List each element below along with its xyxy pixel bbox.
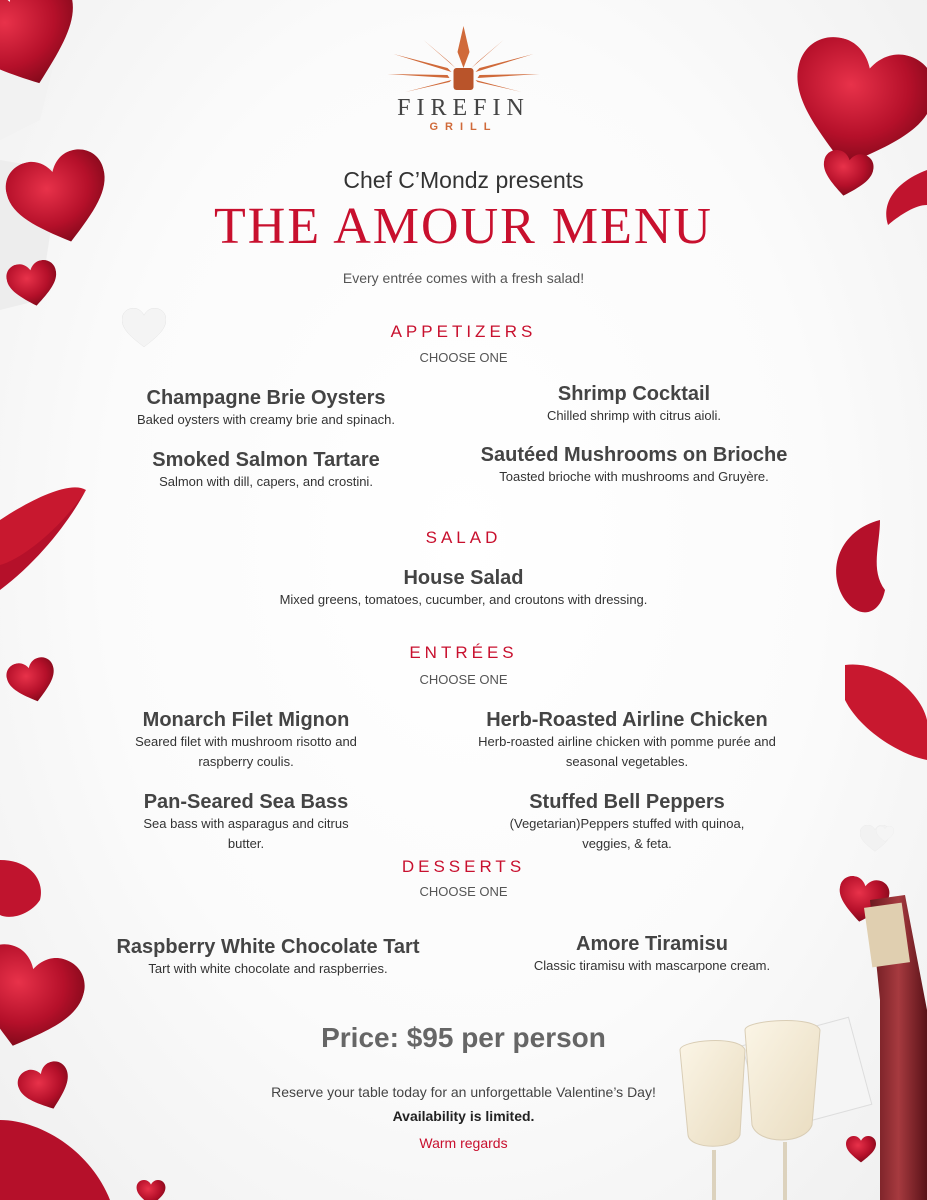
section-title-entrees: ENTRÉES: [409, 643, 518, 662]
item-name: Pan-Seared Sea Bass: [143, 791, 349, 813]
availability-line: Availability is limited.: [392, 1108, 535, 1124]
item-desc: (Vegetarian)Peppers stuffed with quinoa,: [509, 816, 745, 831]
item-name: Sautéed Mushrooms on Brioche: [480, 444, 788, 466]
section-note-appetizers: CHOOSE ONE: [419, 350, 508, 365]
item-desc: Tart with white chocolate and raspberries.: [148, 961, 388, 976]
item-desc: butter.: [227, 836, 265, 851]
menu-item: [56, 790, 436, 854]
menu-item: [78, 935, 458, 979]
menu-subtitle: Every entrée comes with a fresh salad!: [342, 270, 585, 286]
item-name: Champagne Brie Oysters: [146, 387, 386, 409]
item-desc: Baked oysters with creamy brie and spinach.: [137, 412, 395, 427]
item-name: Stuffed Bell Peppers: [529, 791, 725, 813]
menu-item: [432, 790, 822, 854]
item-desc: Classic tiramisu with mascarpone cream.: [533, 958, 771, 973]
item-desc: Chilled shrimp with citrus aioli.: [546, 408, 722, 423]
price-line: Price: $95 per person: [321, 1022, 606, 1053]
item-desc: Mixed greens, tomatoes, cucumber, and croutons with dressing.: [279, 592, 648, 607]
section-note-desserts: CHOOSE ONE: [419, 884, 508, 899]
item-desc: Seared filet with mushroom risotto and: [135, 734, 357, 749]
presenter-line: Chef C’Mondz presents: [343, 167, 584, 193]
item-name: Shrimp Cocktail: [557, 383, 711, 405]
brand-sub: GRILL: [429, 121, 498, 133]
item-name: Herb-Roasted Airline Chicken: [486, 709, 768, 731]
menu-item: [0, 566, 927, 610]
menu-item: [432, 708, 822, 772]
item-desc: seasonal vegetables.: [565, 754, 689, 769]
firefin-logo: [0, 22, 927, 99]
menu-item: [444, 443, 824, 487]
item-desc: Toasted brioche with mushrooms and Gruyère.: [499, 469, 769, 484]
item-name: Monarch Filet Mignon: [142, 709, 350, 731]
menu-item: [472, 932, 832, 976]
item-desc: Sea bass with asparagus and citrus: [143, 816, 349, 831]
menu-title: THE AMOUR MENU: [214, 198, 713, 255]
item-desc: veggies, & feta.: [582, 836, 672, 851]
menu-item: [76, 386, 456, 430]
item-desc: raspberry coulis.: [198, 754, 294, 769]
menu-item: [56, 708, 436, 772]
section-title-appetizers: APPETIZERS: [390, 322, 537, 341]
section-title-desserts: DESSERTS: [401, 857, 526, 876]
warm-regards: Warm regards: [419, 1135, 508, 1151]
item-desc: Salmon with dill, capers, and crostini.: [159, 474, 373, 489]
item-name: Raspberry White Chocolate Tart: [116, 936, 420, 958]
menu-item: [444, 382, 824, 426]
flame-fin-icon: [0, 22, 927, 94]
section-note-entrees: CHOOSE ONE: [419, 672, 508, 687]
reserve-line: Reserve your table today for an unforgettable Valentine’s Day!: [271, 1084, 656, 1100]
item-desc: Herb-roasted airline chicken with pomme purée and: [478, 734, 776, 749]
item-name: House Salad: [403, 567, 524, 589]
item-name: Smoked Salmon Tartare: [152, 449, 380, 471]
menu-item: [76, 448, 456, 492]
item-name: Amore Tiramisu: [576, 933, 728, 955]
brand-name: FIREFIN: [397, 95, 530, 121]
section-title-salad: SALAD: [425, 528, 502, 547]
